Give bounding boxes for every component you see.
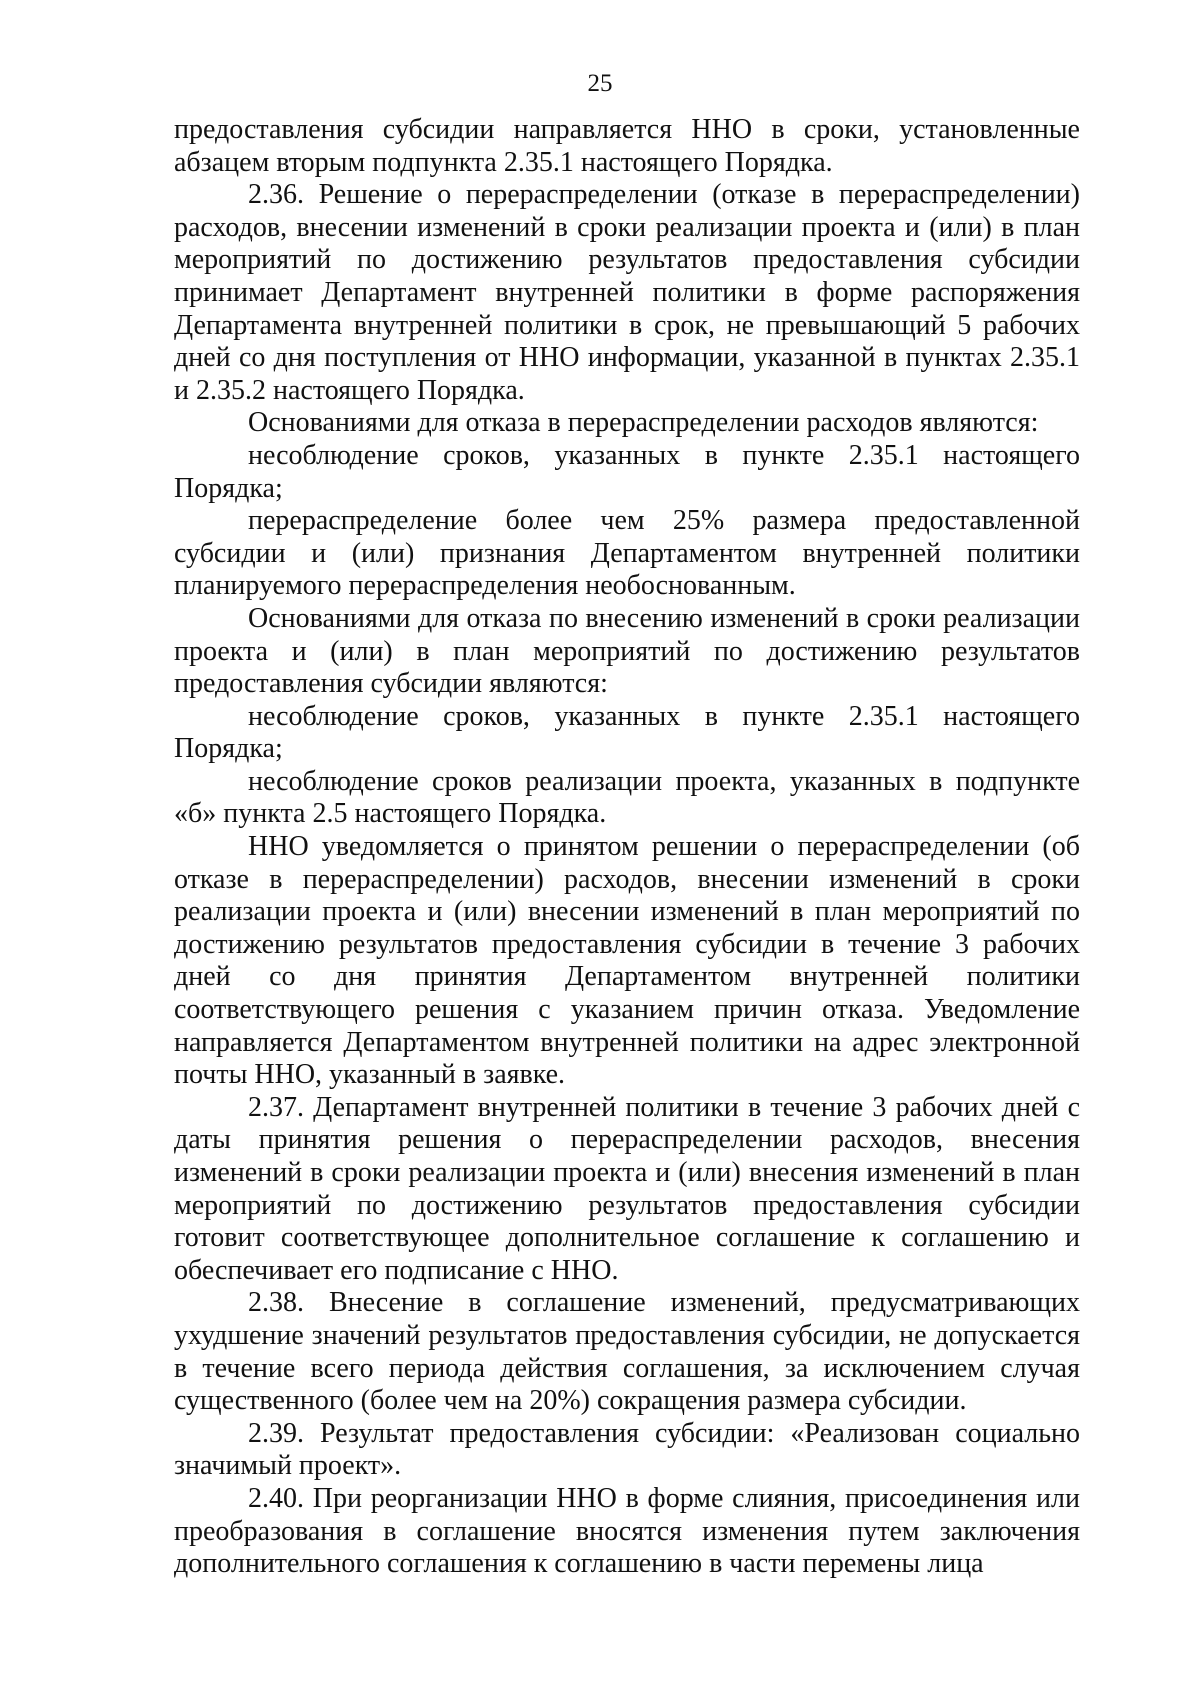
paragraph: 2.36. Решение о перераспределении (отказе в перераспределении) расходов, внесении изменений в сроки реализации проекта и (или) в план мероприятий по достижению результатов предоставления субсидии принимает Департамент внутренней политики в форме распоряжения Департамента внутренней политики в срок, не превышающий 5 рабочих дней со дня поступления от ННО информации, указанной в пунктах 2.35.1 и 2.35.2 настоящего Порядка.: [174, 179, 1080, 406]
paragraph: ННО уведомляется о принятом решении о перераспределении (об отказе в перераспределении) расходов, внесении изменений в сроки реализации проекта и (или) внесении изменений в план мероприятий по достижению результатов предоставления субсидии в течение 3 рабочих дней со дня принятия Департаментом внутренней политики соответствующего решения с указанием причин отказа. Уведомление направляется Департаментом внутренней политики на адрес электронной почты ННО, указанный в заявке.: [174, 831, 1080, 1091]
paragraph: перераспределение более чем 25% размера предоставленной субсидии и (или) признания Департаментом внутренней политики планируемого перераспределения необоснованным.: [174, 505, 1080, 602]
paragraph: Основаниями для отказа в перераспределении расходов являются:: [248, 407, 1039, 439]
paragraph: 2.37. Департамент внутренней политики в течение 3 рабочих дней с даты принятия решения о перераспределении расходов, внесения изменений в сроки реализации проекта и (или) внесения изменений в план мероприятий по достижению результатов предоставления субсидии готовит соответствующее дополнительное соглашение к соглашению и обеспечивает его подписание с ННО.: [174, 1091, 1080, 1286]
paragraph: несоблюдение сроков реализации проекта, указанных в подпункте «б» пункта 2.5 настоящего Порядка.: [174, 765, 1080, 830]
document-body: [174, 114, 1080, 1581]
paragraph: несоблюдение сроков, указанных в пункте 2.35.1 настоящего Порядка;: [174, 700, 1080, 765]
paragraph: предоставления субсидии направляется ННО в сроки, установленные абзацем вторым подпункта 2.35.1 настоящего Порядка.: [174, 114, 1080, 178]
paragraph: Основаниями для отказа по внесению изменений в сроки реализации проекта и (или) в план мероприятий по достижению результатов предоставления субсидии являются:: [174, 602, 1080, 700]
paragraph: 2.39. Результат предоставления субсидии: «Реализован социально значимый проект».: [174, 1417, 1080, 1482]
paragraph: 2.40. При реорганизации ННО в форме слияния, присоединения или преобразования в соглашение вносятся изменения путем заключения дополнительного соглашения к соглашению в части перемены лица: [174, 1482, 1080, 1580]
paragraph: 2.38. Внесение в соглашение изменений, предусматривающих ухудшение значений результатов предоставления субсидии, не допускается в течение всего периода действия соглашения, за исключением случая существенного (более чем на 20%) сокращения размера субсидии.: [174, 1287, 1080, 1417]
page-number: 25: [587, 70, 613, 97]
paragraph: несоблюдение сроков, указанных в пункте 2.35.1 настоящего Порядка;: [174, 439, 1080, 504]
